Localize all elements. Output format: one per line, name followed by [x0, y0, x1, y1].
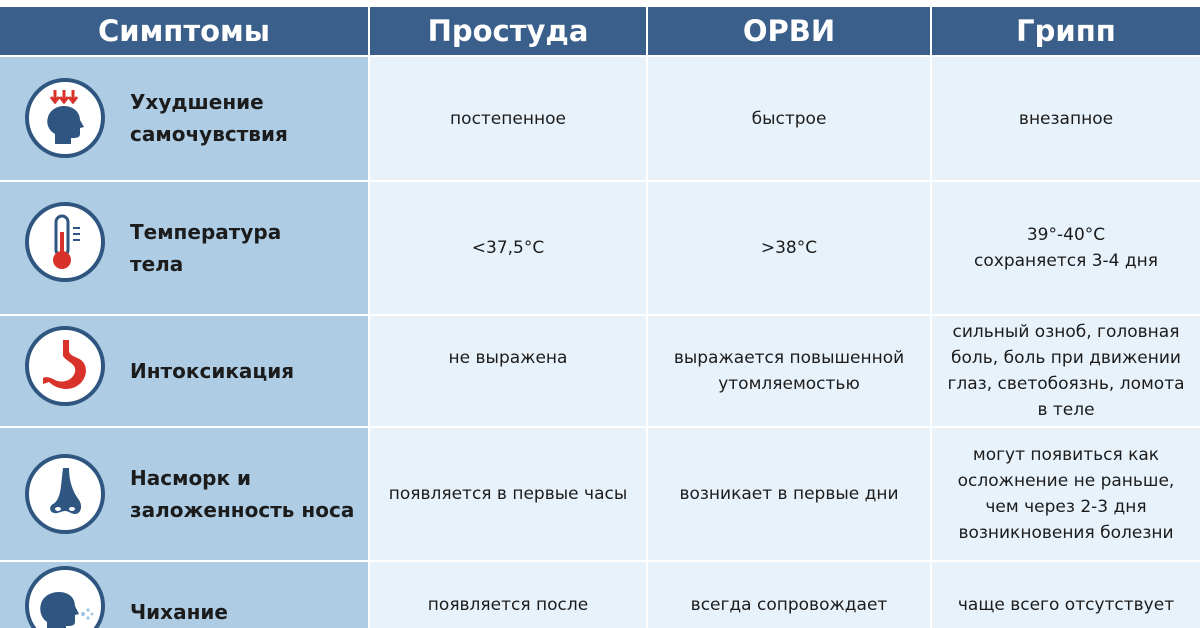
header-flu: Грипп — [932, 7, 1200, 55]
arvi-cell: быстрое — [648, 57, 930, 180]
header-arvi: ОРВИ — [648, 7, 930, 55]
cold-cell: постепенное — [370, 57, 646, 180]
symptom-label: Насморк и заложенность носа — [130, 466, 355, 522]
flu-cell: могут появиться как осложнение не раньше, чем через 2-3 дня возникновения болезни — [932, 428, 1200, 560]
table-row — [0, 562, 1200, 628]
flu-cell: сильный озноб, головная боль, боль при движении глаз, светобоязнь, ломота в теле — [932, 316, 1200, 426]
stomach-icon — [25, 326, 105, 406]
flu-cell: чаще всего отсутствует — [932, 562, 1200, 628]
arvi-cell: возникает в первые дни — [648, 428, 930, 560]
symptom-label: Ухудшение самочувствия — [130, 90, 288, 146]
arvi-cell: всегда сопровождает — [648, 562, 930, 628]
cold-cell: <37,5°С — [370, 182, 646, 314]
cold-cell: появляется после — [370, 562, 646, 628]
cold-cell: появляется в первые часы — [370, 428, 646, 560]
symptom-cell — [0, 428, 368, 560]
table-row — [0, 316, 1200, 426]
cold-cell: не выражена — [370, 316, 646, 426]
symptom-label: Интоксикация — [130, 359, 295, 383]
table-row — [0, 182, 1200, 314]
header-symptoms: Симптомы — [0, 7, 368, 55]
head-down-arrows-icon — [25, 78, 105, 158]
symptom-cell — [0, 182, 368, 314]
flu-cell: 39°-40°С сохраняется 3-4 дня — [932, 182, 1200, 314]
sneezing-head-icon — [25, 566, 105, 628]
flu-cell: внезапное — [932, 57, 1200, 180]
symptom-cell — [0, 562, 368, 628]
nose-icon — [25, 454, 105, 534]
table-row — [0, 57, 1200, 180]
symptom-label: Чихание — [130, 600, 228, 624]
symptom-cell — [0, 57, 368, 180]
arvi-cell: выражается повышенной утомляемостью — [648, 316, 930, 426]
thermometer-icon — [25, 202, 105, 282]
header-cold: Простуда — [370, 7, 646, 55]
symptom-label: Температура тела — [130, 220, 282, 276]
table-row — [0, 428, 1200, 560]
arvi-cell: >38°С — [648, 182, 930, 314]
symptom-cell — [0, 316, 368, 426]
